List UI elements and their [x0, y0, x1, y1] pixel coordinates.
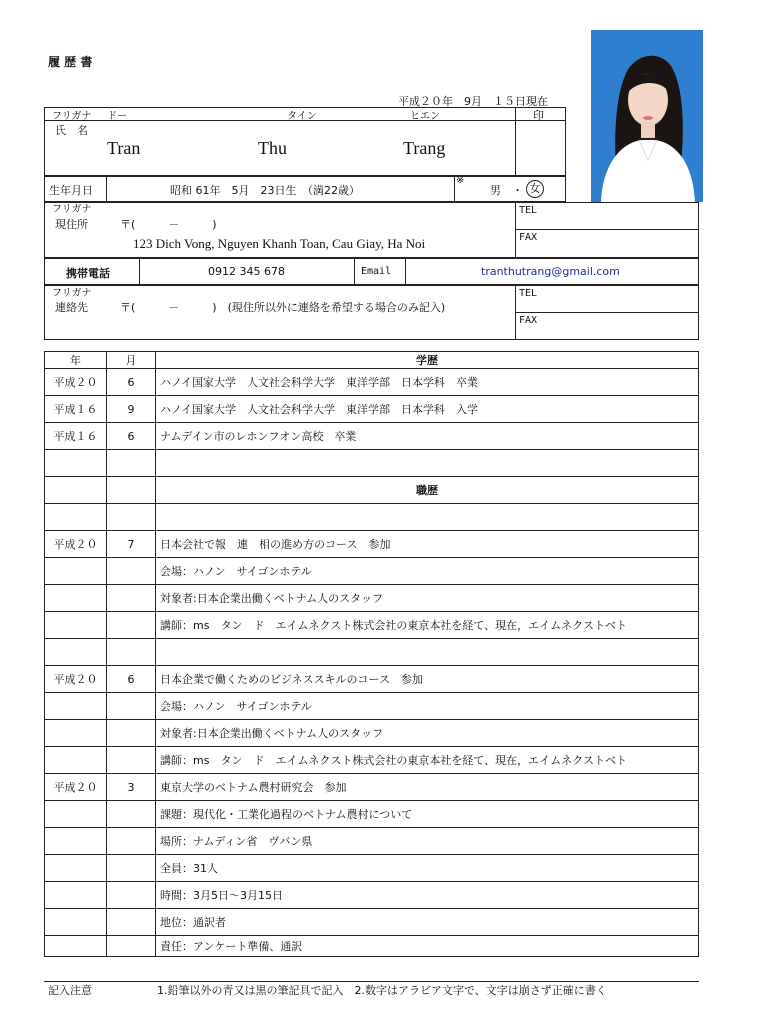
history-desc-cell: 会場：ハノン サイゴンホテル	[156, 693, 699, 720]
history-month-cell	[107, 720, 156, 747]
history-year-cell	[45, 936, 107, 957]
address-furigana-label: フリガナ	[52, 204, 92, 215]
history-desc-cell: ハノイ国家大学 人文社会科学大学 東洋学部 日本学科 卒業	[156, 369, 699, 396]
table-row	[45, 558, 699, 585]
history-year-cell: 平成２０	[45, 531, 107, 558]
history-desc-cell: 課題：現代化・工業化過程のベトナム農村について	[156, 801, 699, 828]
table-row	[45, 369, 699, 396]
history-desc-cell	[156, 450, 699, 477]
address-tel-label: TEL	[519, 205, 538, 216]
history-month-cell: 6	[107, 666, 156, 693]
history-year-cell	[45, 747, 107, 774]
history-year-cell: 平成１６	[45, 423, 107, 450]
name-family: Tran	[107, 138, 141, 158]
history-year-cell	[45, 504, 107, 531]
history-month-cell: 9	[107, 396, 156, 423]
history-month-cell: 7	[107, 531, 156, 558]
footer-label: 記入注意	[48, 984, 92, 997]
name-furigana-2: タイン	[287, 111, 317, 122]
history-desc-cell: 会場：ハノン サイゴンホテル	[156, 558, 699, 585]
work-header-row	[45, 477, 699, 504]
contact-furigana-label: フリガナ	[52, 288, 92, 299]
history-month-cell	[107, 504, 156, 531]
history-year-cell	[45, 693, 107, 720]
table-row	[45, 720, 699, 747]
contact-tel-label: TEL	[519, 288, 538, 299]
history-month-cell	[107, 693, 156, 720]
birth-value: 昭和 61年 5月 23日生 （満22歳）	[170, 184, 360, 197]
history-month-cell	[107, 747, 156, 774]
history-year-cell	[45, 909, 107, 936]
table-row	[45, 531, 699, 558]
col-month-header: 月	[107, 352, 156, 369]
history-month-cell	[107, 882, 156, 909]
history-desc-cell: 対象者:日本企業出働くベトナム人のスタッフ	[156, 720, 699, 747]
history-empty-cell	[107, 477, 156, 504]
table-row	[45, 909, 699, 936]
table-row	[45, 423, 699, 450]
profile-photo	[591, 30, 703, 202]
history-year-cell: 平成２０	[45, 774, 107, 801]
history-year-cell	[45, 639, 107, 666]
birth-label: 生年月日	[49, 184, 93, 197]
history-desc-cell: 対象者:日本企業出働くベトナム人のスタッフ	[156, 585, 699, 612]
history-year-cell	[45, 882, 107, 909]
history-year-cell: 平成１６	[45, 396, 107, 423]
contact-label: 連絡先	[55, 301, 88, 314]
history-month-cell: 6	[107, 369, 156, 396]
table-row	[45, 396, 699, 423]
history-desc-cell: 責任：アンケート準備、通訳	[156, 936, 699, 957]
history-year-cell	[45, 801, 107, 828]
table-row	[45, 801, 699, 828]
table-row	[45, 828, 699, 855]
table-row	[45, 747, 699, 774]
history-year-cell: 平成２０	[45, 369, 107, 396]
document-title: 履 歴 書	[48, 55, 93, 69]
date-line: 平成２０年 9月 １５日現在	[398, 95, 548, 108]
history-year-cell: 平成２０	[45, 666, 107, 693]
history-desc-cell: 日本企業で働くためのビジネススキルのコース 参加	[156, 666, 699, 693]
address-fax-label: FAX	[519, 232, 538, 243]
history-empty-cell	[45, 477, 107, 504]
stamp-label: 印	[533, 109, 544, 122]
history-month-cell: 6	[107, 423, 156, 450]
history-desc-cell	[156, 639, 699, 666]
history-desc-cell: ナムデイン市のレホンフオン高校 卒業	[156, 423, 699, 450]
table-row	[45, 639, 699, 666]
name-furigana-1: ドー	[107, 111, 127, 122]
history-month-cell	[107, 558, 156, 585]
history-table	[44, 351, 699, 957]
email-value[interactable]: tranthutrang@gmail.com	[481, 265, 620, 278]
footer-note: 1.鉛筆以外の青又は黒の筆記具で記入 2.数字はアラビア文字で、文字は崩さず正確に書く	[157, 984, 607, 997]
history-desc-cell: 時間：3月5日～3月15日	[156, 882, 699, 909]
mobile-value: 0912 345 678	[208, 265, 285, 278]
table-row	[45, 936, 699, 957]
table-row	[45, 882, 699, 909]
history-desc-cell: 日本会社で報 連 相の進め方のコース 参加	[156, 531, 699, 558]
history-year-cell	[45, 450, 107, 477]
table-row	[45, 504, 699, 531]
contact-postal: 〒( － ) (現住所以外に連絡を希望する場合のみ記入)	[120, 301, 446, 314]
history-year-cell	[45, 828, 107, 855]
name-middle: Thu	[258, 138, 287, 158]
history-month-cell	[107, 936, 156, 957]
address-label: 現住所	[55, 218, 88, 231]
history-month-cell	[107, 612, 156, 639]
history-year-cell	[45, 855, 107, 882]
table-row	[45, 585, 699, 612]
name-given: Trang	[403, 138, 446, 158]
address-postal: 〒( － )	[120, 218, 217, 231]
contact-fax-label: FAX	[519, 315, 538, 326]
table-row	[45, 612, 699, 639]
history-month-cell	[107, 909, 156, 936]
history-month-cell: 3	[107, 774, 156, 801]
work-header: 職歴	[156, 477, 699, 504]
table-row	[45, 666, 699, 693]
history-header-row	[45, 352, 699, 369]
birth-note-mark: ※	[456, 175, 465, 186]
history-desc-cell: 全員：31人	[156, 855, 699, 882]
address-value: 123 Dich Vong, Nguyen Khanh Toan, Cau Giay, Ha Noi	[133, 236, 426, 251]
history-desc-cell: 講師：ms タン ド エイムネクスト株式会社の東京本社を経て、現在，エイムネクストベト	[156, 612, 699, 639]
table-row	[45, 450, 699, 477]
history-desc-cell: 場所：ナムディン省 ヴバン県	[156, 828, 699, 855]
history-desc-cell: 東京大学のベトナム農村研究会 参加	[156, 774, 699, 801]
history-year-cell	[45, 720, 107, 747]
table-row	[45, 855, 699, 882]
history-year-cell	[45, 612, 107, 639]
col-year-header: 年	[45, 352, 107, 369]
name-furigana-label: フリガナ	[52, 111, 92, 122]
history-year-cell	[45, 558, 107, 585]
history-month-cell	[107, 639, 156, 666]
history-month-cell	[107, 801, 156, 828]
name-label: 氏 名	[55, 124, 88, 137]
history-month-cell	[107, 450, 156, 477]
mobile-label: 携帯電話	[66, 267, 110, 280]
email-label: Email	[361, 266, 392, 277]
sex-female-circled: 女	[526, 180, 544, 198]
name-furigana-3: ヒエン	[410, 111, 440, 122]
history-month-cell	[107, 855, 156, 882]
table-row	[45, 774, 699, 801]
history-desc-cell: ハノイ国家大学 人文社会科学大学 東洋学部 日本学科 入学	[156, 396, 699, 423]
history-year-cell	[45, 585, 107, 612]
table-row	[45, 693, 699, 720]
history-desc-cell	[156, 504, 699, 531]
history-desc-cell: 講師：ms タン ド エイムネクスト株式会社の東京本社を経て、現在，エイムネクストベト	[156, 747, 699, 774]
history-month-cell	[107, 585, 156, 612]
sex-male: 男 ・	[490, 184, 523, 197]
history-month-cell	[107, 828, 156, 855]
history-desc-cell: 地位：通訳者	[156, 909, 699, 936]
education-header: 学歴	[156, 352, 699, 369]
